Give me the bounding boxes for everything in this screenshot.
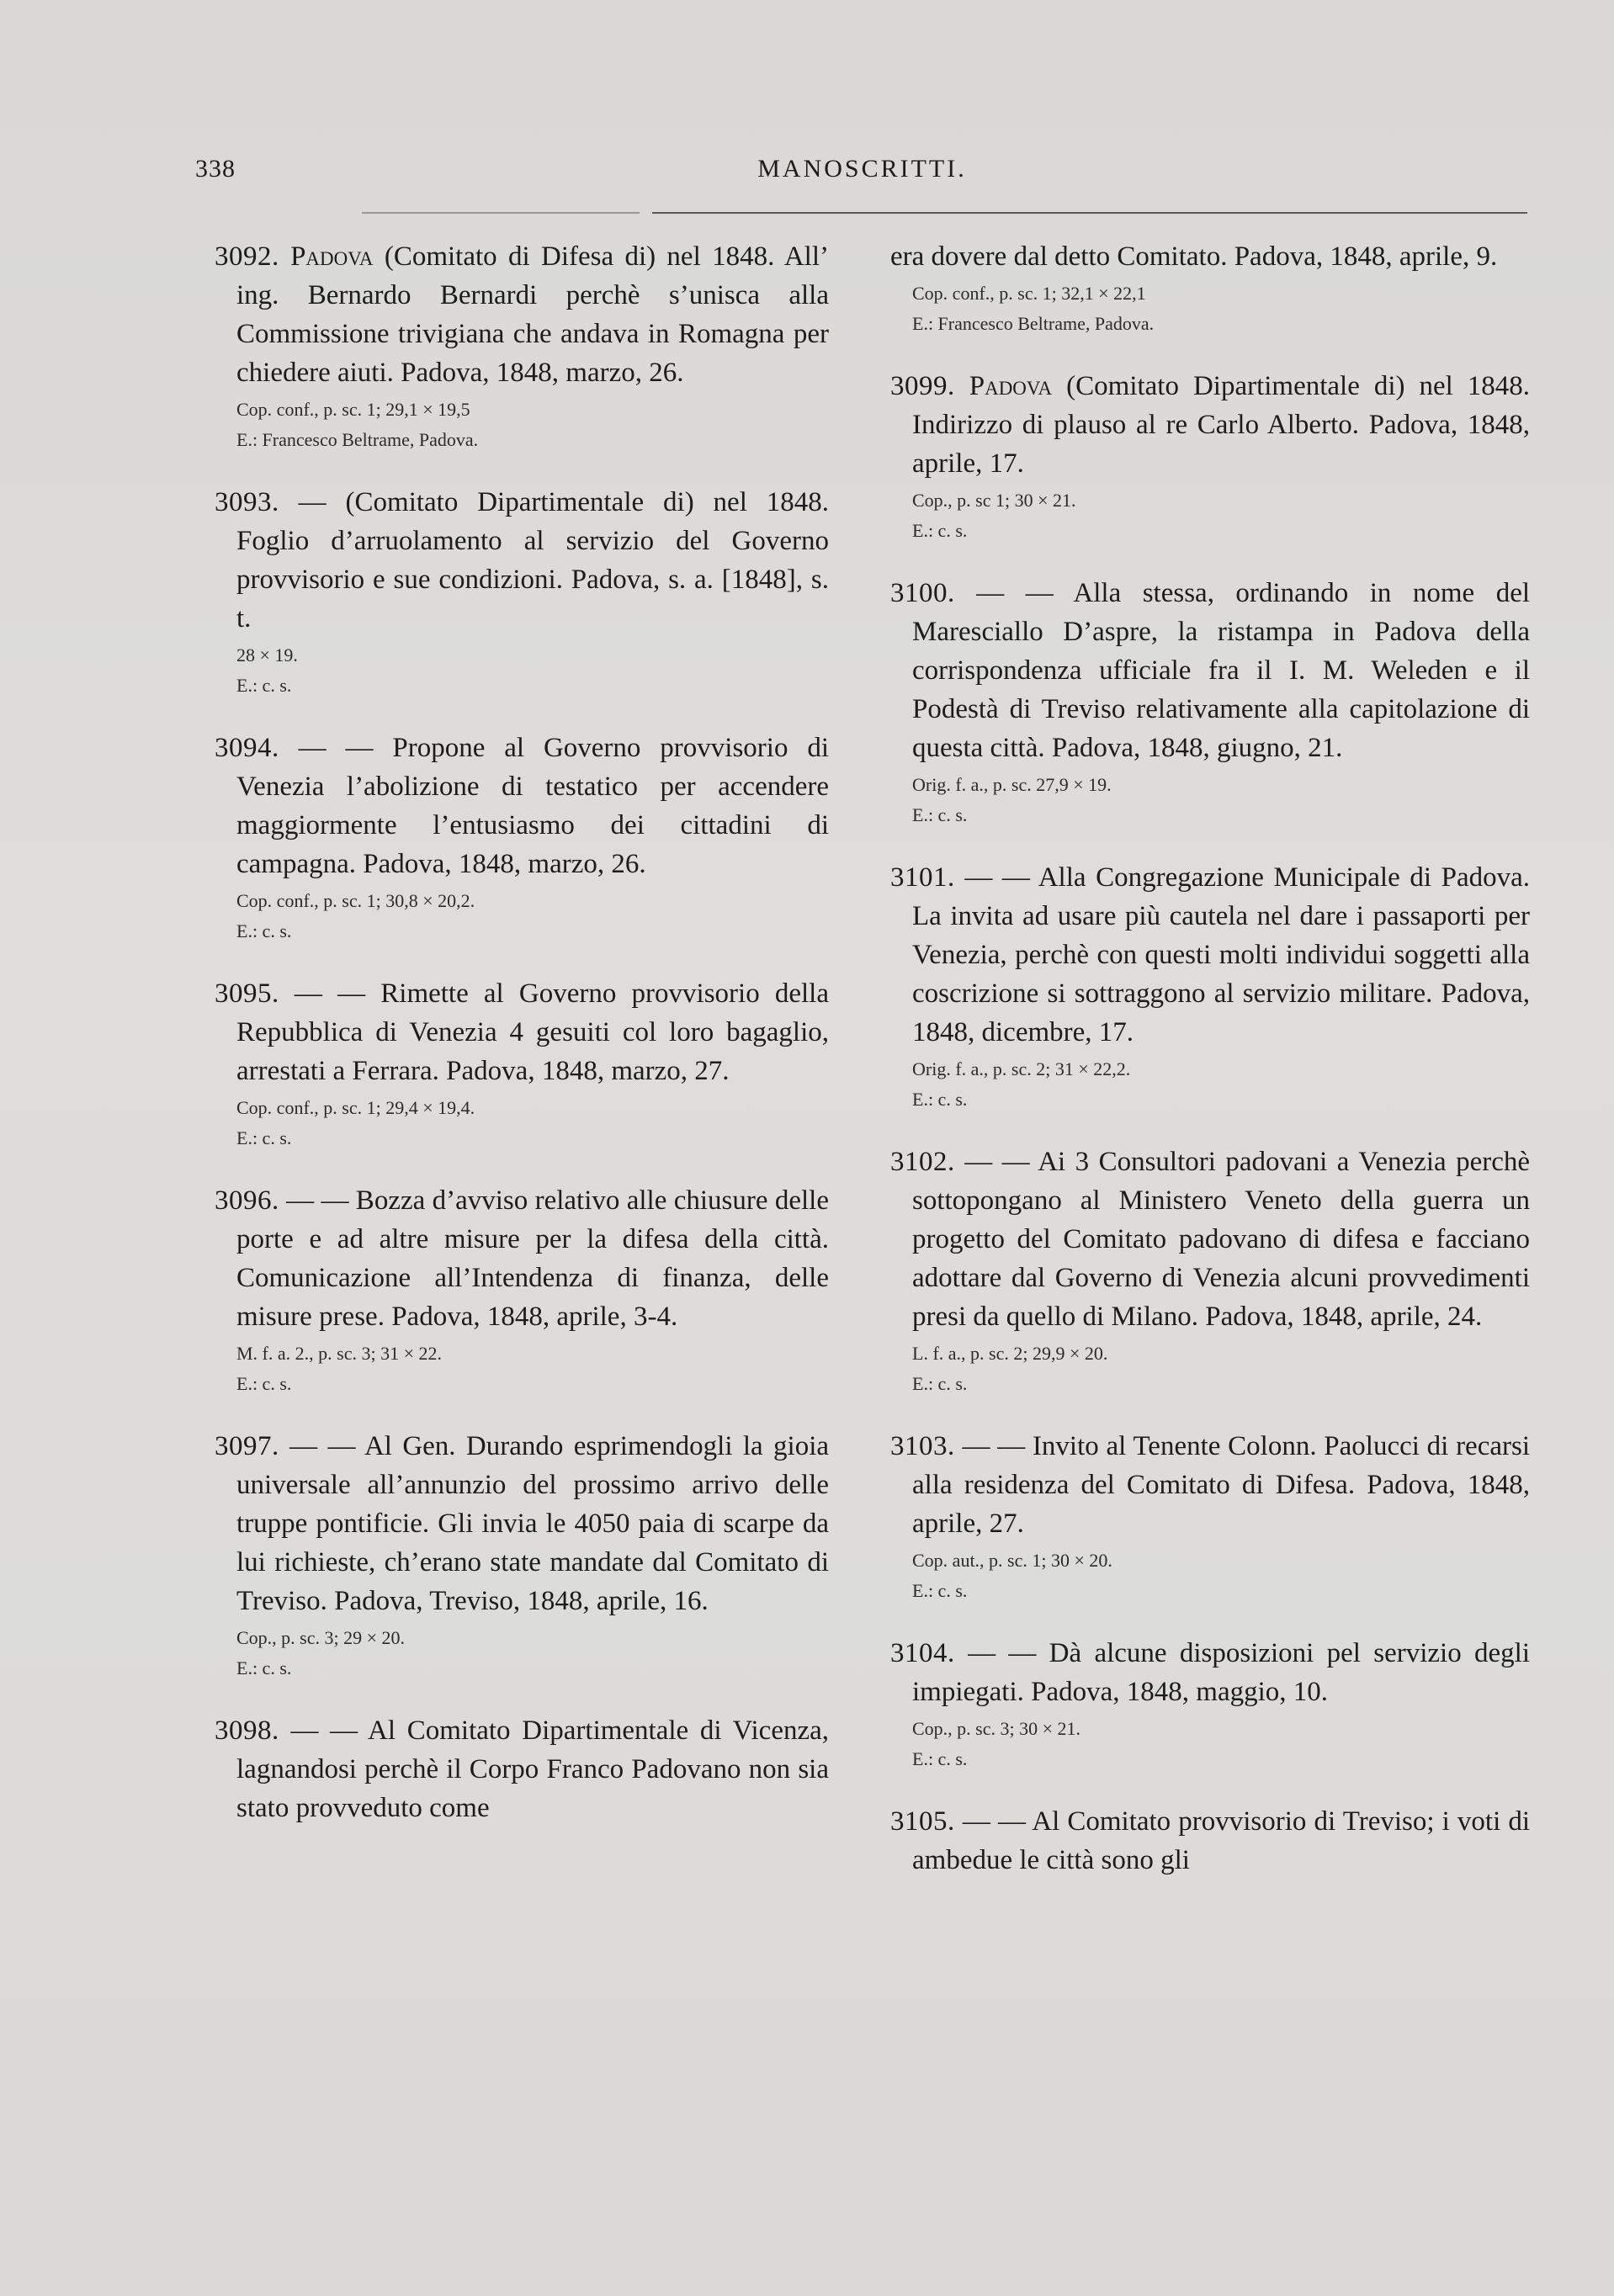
entry-owner: E.: c. s. — [912, 1373, 968, 1394]
entry-text: (Comitato di Difesa di) nel 1848. All’ ing. Bernardo Bernardi perchè s’unisca alla Commissione trivigiana che andava in Romagna per chiedere aiuti. Padova, 1848, marzo, 26. — [236, 241, 829, 388]
entry-number: 3100. — [890, 578, 955, 608]
entry-text: — — Ai 3 Consultori padovani a Venezia perchè sottopongano al Ministero Veneto della guerra un progetto del Comitato padovano di difesa e facciano adottare dal Governo di Venezia alcuni provvedimenti presi da quello di Milano. Padova, 1848, aprile, 24. — [912, 1147, 1531, 1332]
entry-physical-description: Orig. f. a., p. sc. 2; 31 × 22,2. — [912, 1058, 1131, 1079]
entry-text: — — Dà alcune disposizioni pel servizio degli impiegati. Padova, 1848, maggio, 10. — [912, 1638, 1531, 1707]
entry-text: — — Bozza d’avviso relativo alle chiusure delle porte e ad altre misure per la difesa della città. Comunicazione all’Intendenza di finanza, delle misure prese. Padova, 1848, aprile, 3-4. — [236, 1185, 829, 1332]
catalog-entry — [215, 729, 829, 944]
entry-physical-description: Cop., p. sc. 3; 29 × 20. — [236, 1627, 406, 1648]
catalog-entry-continued — [890, 237, 1530, 337]
entry-owner: E.: c. s. — [912, 1580, 968, 1601]
catalog-entry — [215, 974, 829, 1151]
catalog-entry — [890, 1143, 1530, 1397]
header-rule-right — [652, 212, 1527, 214]
entry-physical-description: L. f. a., p. sc. 2; 29,9 × 20. — [912, 1343, 1108, 1364]
entry-number: 3095. — [215, 978, 279, 1009]
entry-number: 3094. — [215, 733, 279, 763]
page-number: 338 — [195, 155, 236, 183]
entry-number: 3104. — [890, 1638, 955, 1668]
entry-physical-description: Cop., p. sc. 3; 30 × 21. — [912, 1718, 1081, 1739]
entry-owner: E.: c. s. — [236, 920, 292, 941]
entry-place: Padova — [290, 241, 374, 272]
entry-owner: E.: c. s. — [236, 1657, 292, 1678]
entry-number: 3103. — [890, 1431, 955, 1461]
entry-owner: E.: c. s. — [236, 1373, 292, 1394]
page-header — [195, 155, 1529, 197]
entry-physical-description: Cop. aut., p. sc. 1; 30 × 20. — [912, 1550, 1112, 1571]
header-rule-left — [362, 212, 640, 214]
entry-physical-description: 28 × 19. — [236, 644, 298, 665]
catalog-entry — [890, 1634, 1530, 1772]
entry-text: — — Propone al Governo provvisorio di Venezia l’abolizione di testatico per accendere maggiormente l’entusiasmo dei cittadini di campagna. Padova, 1848, marzo, 26. — [236, 733, 830, 879]
catalog-entry — [890, 1427, 1530, 1604]
entry-physical-description: M. f. a. 2., p. sc. 3; 31 × 22. — [236, 1343, 442, 1364]
entry-text: — — Al Gen. Durando esprimendogli la gioia universale all’annunzio del prossimo arrivo delle truppe pontificie. Gli invia le 4050 paia di scarpe da lui richieste, ch’erano state mandate dal Comitato di Treviso. Padova, Treviso, 1848, aprile, 16. — [236, 1431, 830, 1616]
entry-number: 3105. — [890, 1806, 955, 1837]
entry-owner: E.: c. s. — [912, 520, 968, 541]
entry-physical-description: Cop. conf., p. sc. 1; 29,4 × 19,4. — [236, 1097, 475, 1118]
entry-owner: E.: c. s. — [912, 804, 968, 825]
entry-text: — — Alla Congregazione Municipale di Padova. La invita ad usare più cautela nel dare i passaporti per Venezia, perchè con questi molti individui soggetti alla coscrizione si sottraggono al servizio militare. Padova, 1848, dicembre, 17. — [912, 862, 1530, 1047]
entry-physical-description: Cop., p. sc 1; 30 × 21. — [912, 490, 1076, 511]
entry-text: era dovere dal detto Comitato. Padova, 1848, aprile, 9. — [890, 241, 1498, 272]
entry-physical-description: Cop. conf., p. sc. 1; 29,1 × 19,5 — [236, 399, 470, 420]
entry-text: — — Al Comitato Dipartimentale di Vicenza, lagnandosi perchè il Corpo Franco Padovano non sia stato provveduto come — [236, 1715, 830, 1823]
entry-text: — — Invito al Tenente Colonn. Paolucci di recarsi alla residenza del Comitato di Difesa. Padova, 1848, aprile, 27. — [912, 1431, 1530, 1539]
entry-owner: E.: Francesco Beltrame, Padova. — [912, 313, 1155, 334]
catalog-entry — [890, 1802, 1530, 1880]
entry-text: — — Al Comitato provvisorio di Treviso; i voti di ambedue le città sono gli — [912, 1806, 1531, 1875]
catalog-entry — [215, 237, 829, 453]
entry-number: 3099. — [890, 371, 955, 401]
catalog-entry — [215, 1711, 829, 1827]
entry-physical-description: Cop. conf., p. sc. 1; 32,1 × 22,1 — [912, 283, 1146, 304]
right-column — [890, 237, 1530, 1910]
catalog-entry — [215, 1427, 829, 1681]
entry-number: 3102. — [890, 1147, 955, 1177]
entry-owner: E.: c. s. — [912, 1089, 968, 1110]
entry-number: 3096. — [215, 1185, 279, 1216]
entry-physical-description: Orig. f. a., p. sc. 27,9 × 19. — [912, 774, 1112, 795]
entry-number: 3092. — [215, 241, 279, 272]
entry-owner: E.: c. s. — [236, 675, 292, 696]
entry-text: (Comitato Dipartimentale di) nel 1848. Indirizzo di plauso al re Carlo Alberto. Padova, 1848, aprile, 17. — [912, 371, 1531, 479]
catalog-entry — [215, 483, 829, 698]
running-title: MANOSCRITTI. — [757, 155, 967, 183]
entry-text: — — Rimette al Governo provvisorio della Repubblica di Venezia 4 gesuiti col loro bagaglio, arrestati a Ferrara. Padova, 1848, marzo, 27. — [236, 978, 829, 1086]
entry-number: 3097. — [215, 1431, 279, 1461]
entry-number: 3098. — [215, 1715, 279, 1746]
entry-text: — (Comitato Dipartimentale di) nel 1848. Foglio d’arruolamento al servizio del Governo provvisorio e sue condizioni. Padova, s. a. [1848], s. t. — [236, 487, 830, 634]
entry-text: — — Alla stessa, ordinando in nome del Maresciallo D’aspre, la ristampa in Padova della corrispondenza ufficiale fra il I. M. Weleden e il Podestà di Treviso relativamente alla capitolazione di questa città. Padova, 1848, giugno, 21. — [912, 578, 1531, 763]
entry-owner: E.: c. s. — [236, 1127, 292, 1148]
entry-physical-description: Cop. conf., p. sc. 1; 30,8 × 20,2. — [236, 890, 475, 911]
catalog-entry — [890, 858, 1530, 1112]
left-column — [215, 237, 829, 1858]
entry-owner: E.: c. s. — [912, 1748, 968, 1769]
entry-number: 3101. — [890, 862, 955, 893]
catalog-entry — [215, 1181, 829, 1397]
entry-place: Padova — [969, 371, 1053, 401]
catalog-entry — [890, 574, 1530, 828]
entry-number: 3093. — [215, 487, 279, 517]
entry-owner: E.: Francesco Beltrame, Padova. — [236, 429, 479, 450]
catalog-entry — [890, 367, 1530, 544]
